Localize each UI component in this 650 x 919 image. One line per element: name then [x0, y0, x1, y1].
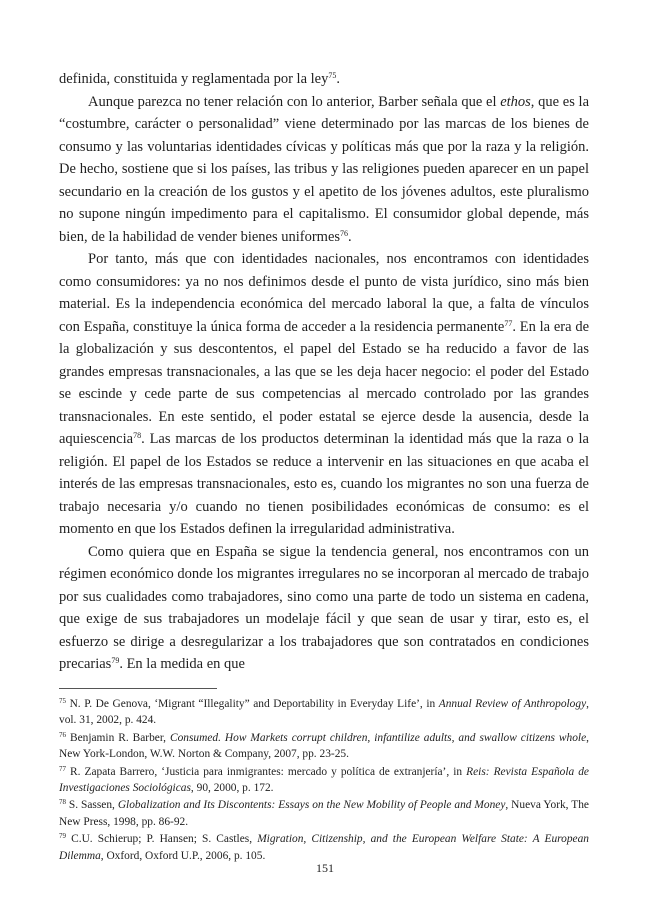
footnote-ref-79[interactable]: 79: [111, 656, 120, 665]
footnote-ref-76[interactable]: 76: [340, 228, 349, 238]
footnote-text: R. Zapata Barrero, ‘Justicia para inmigrantes: mercado y política de extranjería’, in: [66, 765, 467, 778]
footnote-text: N. P. De Genova, ‘Migrant “Illegality” and Deportability in Everyday Life’, in: [66, 698, 439, 710]
paragraph-3: [59, 248, 589, 541]
paragraph-text: . En la era de la globalización y sus descontentos, el papel del Estado se ha reducido a favor de las grandes empresas transnacionales, a las que se les deja hacer negocio: el poder del Estado se escinde y cede parte de sus competencias al mercado controlado por las grandes transnacionales. En este sentido, el poder estatal se ejerce desde la ausencia, desde la aquiescencia: [59, 318, 589, 447]
footnotes: [59, 696, 589, 865]
footnote-text: Benjamin R. Barber,: [66, 731, 171, 744]
footnote-text: , New York-London, W.W. Norton & Company, 2007, pp. 23-25.: [59, 731, 589, 761]
footnote-number: 75: [59, 697, 66, 705]
paragraph-text: definida, constituida y reglamentada por la ley: [59, 71, 329, 87]
paragraph-4: [59, 541, 589, 676]
footnote-title: Consumed. How Markets corrupt children, infantilize adults, and swallow citizens whole: [170, 731, 587, 744]
footnote-text: S. Sassen,: [66, 799, 118, 812]
footnote-ref-75[interactable]: 75: [328, 71, 337, 80]
footnote-text: , 90, 2000, p. 172.: [190, 782, 274, 795]
footnote-78: [59, 797, 589, 830]
footnote-ref-77[interactable]: 77: [504, 318, 513, 328]
footnote-title: Globalization and Its Discontents: Essays on the New Mobility of People and Money: [117, 799, 506, 812]
footnote-title: Reis: Revista Española de Investigaciones Sociológicas: [59, 765, 589, 795]
paragraph-text: .: [336, 71, 340, 87]
footnote-77: [59, 764, 589, 797]
footnote-separator: [59, 688, 217, 689]
footnote-75: [59, 696, 589, 729]
footnote-title: Annual Review of Anthropology: [438, 698, 587, 710]
paragraph-text: .: [348, 228, 352, 245]
footnote-number: 79: [59, 832, 66, 841]
footnote-76: [59, 730, 589, 763]
footnote-number: 76: [59, 730, 66, 739]
paragraph-text: Como quiera que en España se sigue la tendencia general, nos encontramos con un régimen económico donde los migrantes irregulares no se incorporan al mercado de trabajo por sus cualidades como trabajadores, sino como una parte de todo un sistema en cadena, que exige de sus trabajadores un modelaje fácil y que sean de usar y tirar, esto es, el esfuerzo se dirige a desregularizar a los trabajadores que son contratados en condiciones precarias: [59, 543, 589, 672]
footnote-number: 77: [59, 764, 66, 773]
footnote-number: 78: [59, 798, 66, 807]
paragraph-2: [59, 91, 589, 249]
page-number: 151: [316, 861, 334, 875]
paragraph-1: [59, 68, 589, 91]
footnote-ref-78[interactable]: 78: [133, 431, 142, 440]
footnote-text: , vol. 31, 2002, p. 424.: [59, 698, 589, 727]
footnote-text: C.U. Schierup; P. Hansen; S. Castles,: [66, 833, 258, 846]
body-text: [59, 68, 589, 676]
italic-term: ethos: [500, 93, 531, 110]
paragraph-text: . Las marcas de los productos determinan la identidad más que la raza o la religión. El papel de los Estados se reduce a intervenir en las situaciones en que acaba el interés de las empresas transnacionales, esto es, cuando los migrantes no son una fuerza de trabajo necesaria y/o cuando no tienen posibilidades económicas de consumo: es el momento en que los Estados definen la irregularidad administrativa.: [59, 431, 589, 537]
footnote-text: , Nueva York, The New Press, 1998, pp. 86-92.: [59, 799, 589, 828]
footnote-79: [59, 831, 589, 864]
footnote-title: Migration, Citizenship, and the European Welfare State: A European Dilemma: [59, 833, 589, 862]
footnote-text: , Oxford, Oxford U.P., 2006, p. 105.: [100, 849, 266, 862]
paragraph-text: Por tanto, más que con identidades nacionales, nos encontramos con identidades como consumidores: ya no nos definimos desde el punto de vista jurídico, sino más bien material. Es la independencia económica del mercado laboral la que, a falta de vínculos con España, constituye la única forma de acceder a la residencia permanente: [59, 251, 589, 335]
paragraph-text: . En la medida en que: [119, 656, 245, 672]
paragraph-text: , que es la “costumbre, carácter o personalidad” viene determinado por las marcas de los bienes de consumo y las voluntarias identidades cívicas y políticas más que por la raza y la religión. De hecho, sostiene que si los países, las tribus y las religiones pueden aparecer en un papel secundario en la creación de los gustos y el apetito de los jóvenes adultos, este pluralismo no supone ningún impedimento para el capitalismo. El consumidor global depende, más bien, de la habilidad de vender bienes uniformes: [59, 93, 590, 245]
paragraph-text: Aunque parezca no tener relación con lo anterior, Barber señala que el: [88, 93, 501, 110]
